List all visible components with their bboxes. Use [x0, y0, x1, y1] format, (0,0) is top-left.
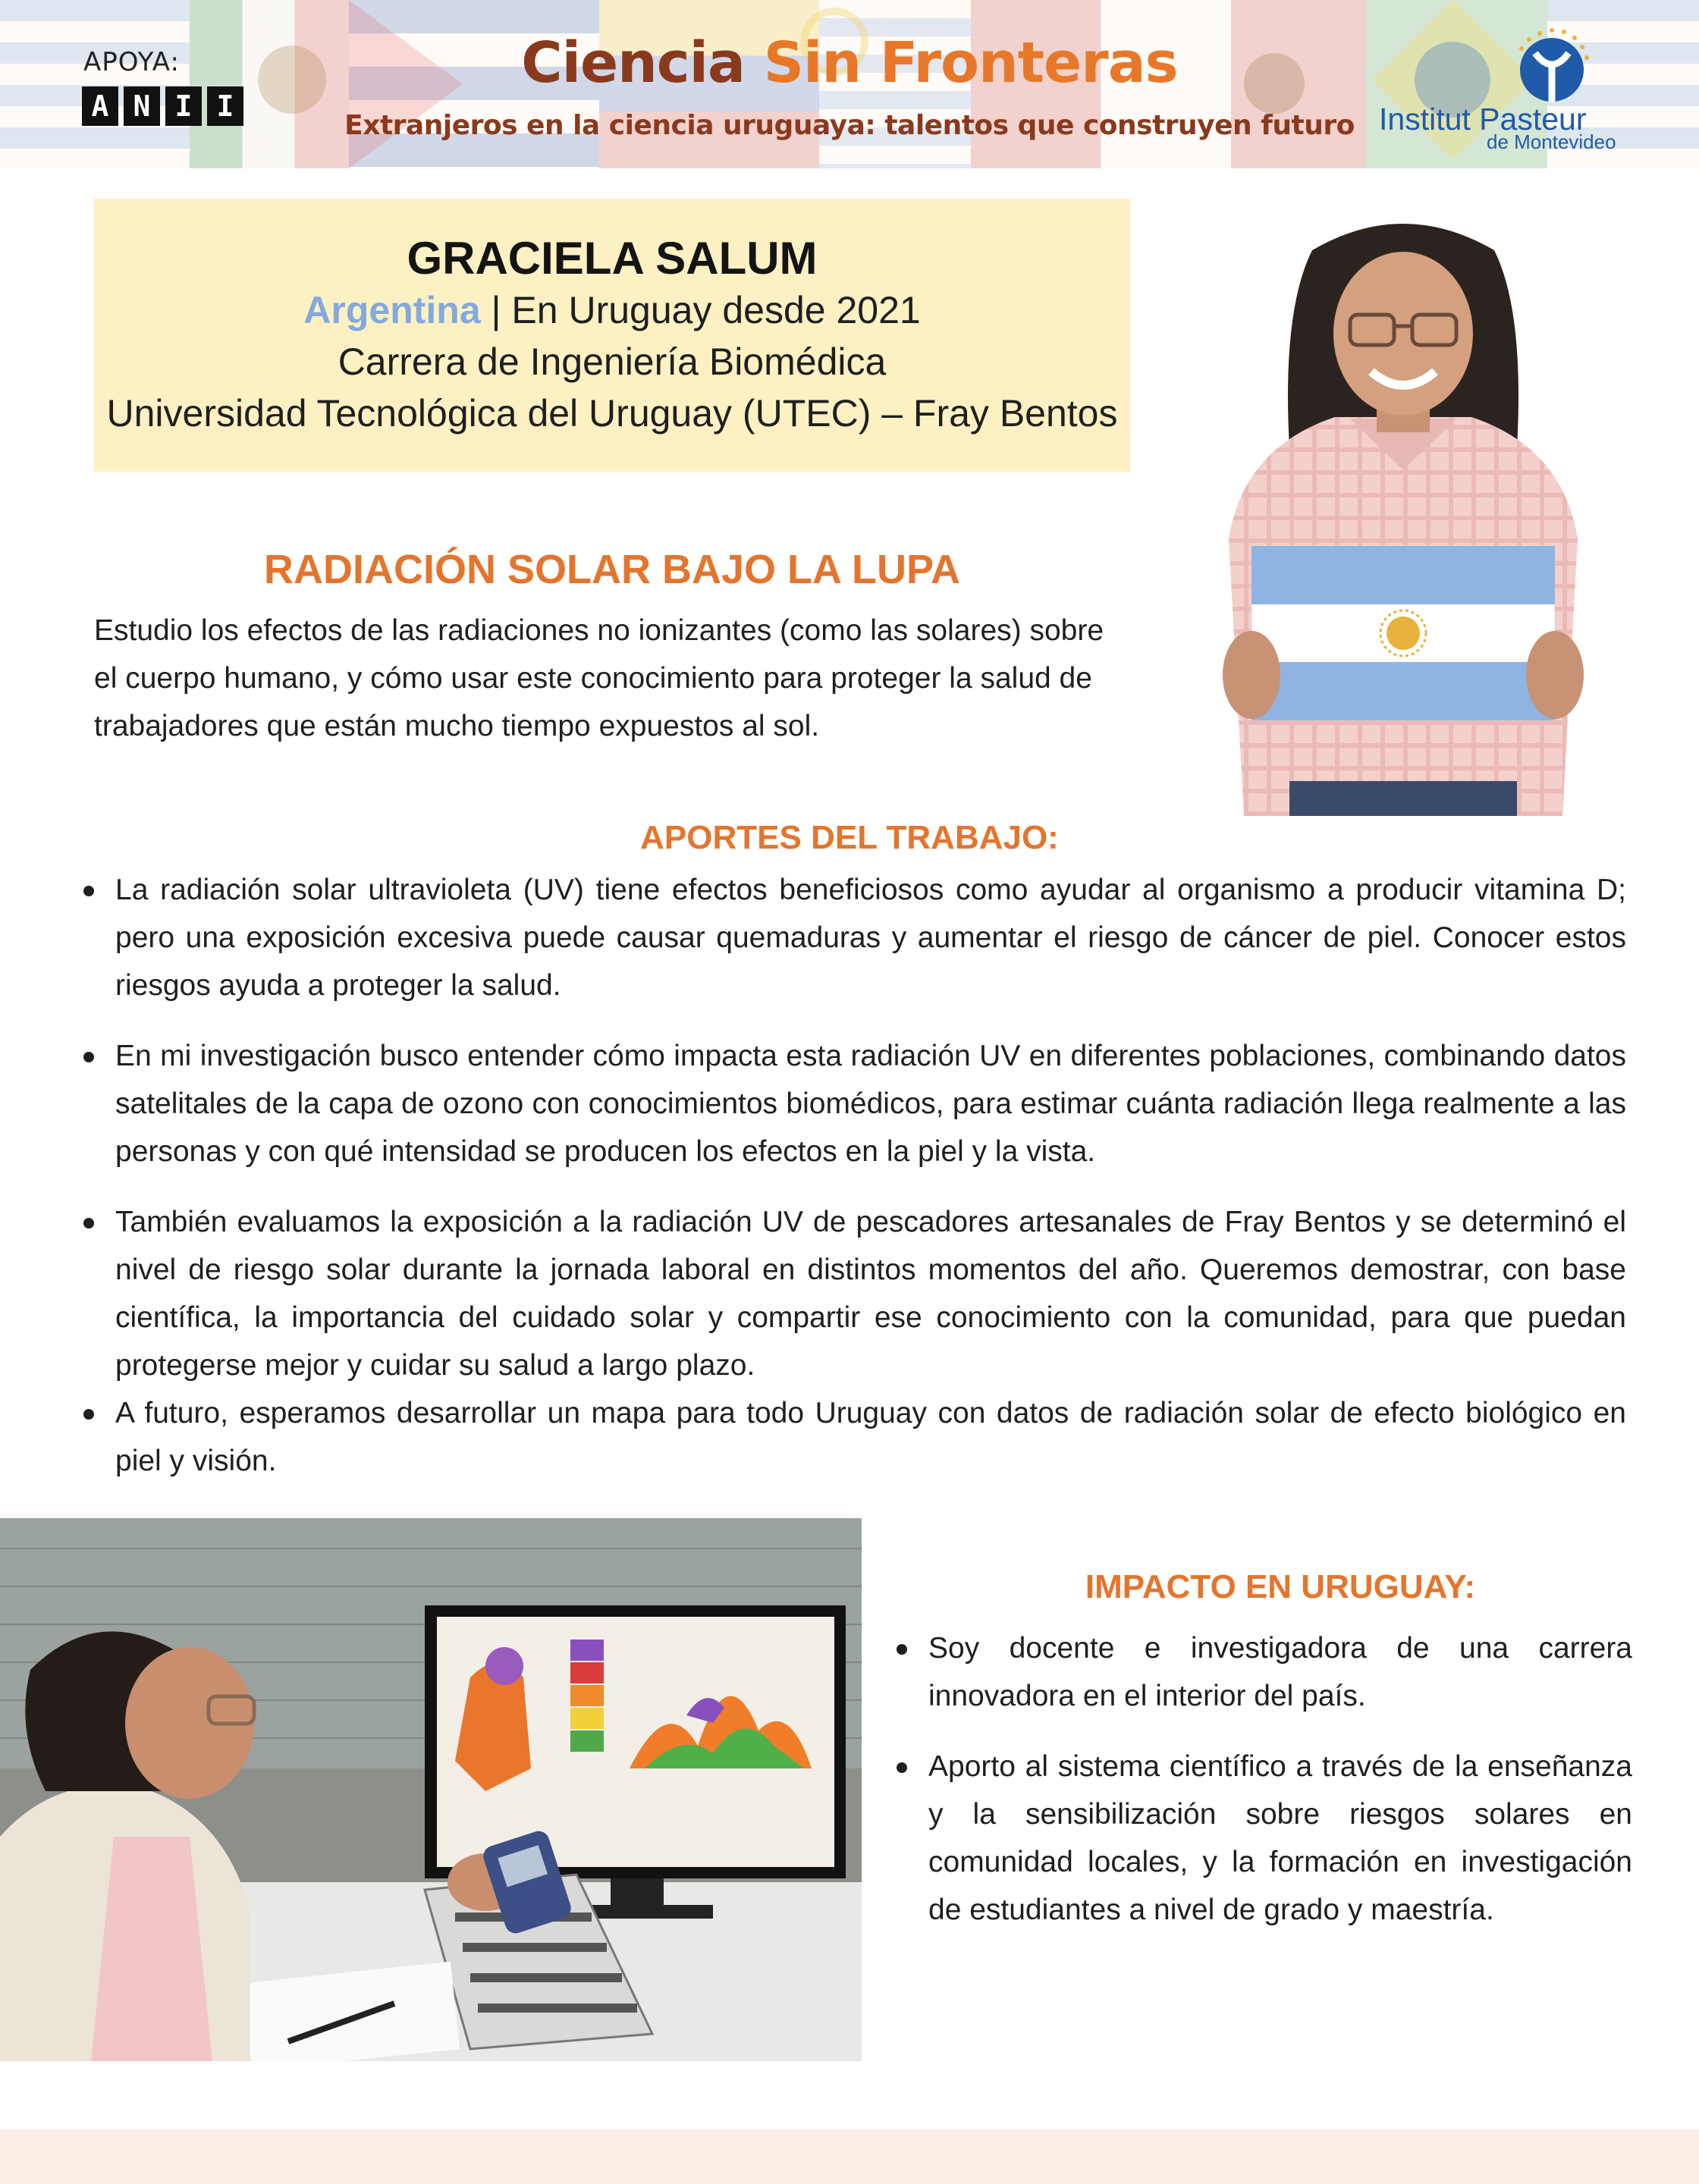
arrival-year: | En Uruguay desde 2021: [480, 289, 921, 331]
researcher-name: GRACIELA SALUM: [407, 233, 818, 284]
title-part-2: Sin Fronteras: [763, 30, 1178, 96]
contributions-list: [83, 866, 1626, 1508]
institute-name: Institut Pasteur: [1379, 102, 1587, 136]
researcher-portrait-photo: [1198, 220, 1608, 816]
list-item: Aporto al sistema científico a través de la enseñanza y la sensibilización sobre riesgos solares en comunidad locales, y la formación en investigación de estudiantes a nivel de grado y maestría.: [897, 1743, 1632, 1934]
contributions-heading: APORTES DEL TRABAJO:: [640, 819, 1059, 856]
header-banner: [0, 0, 1699, 168]
anii-letter: N: [124, 86, 160, 126]
footer-band: [0, 2129, 1699, 2184]
support-label: APOYA:: [83, 47, 180, 77]
anii-letter: A: [82, 86, 118, 126]
anii-letter: I: [207, 86, 243, 126]
list-item: A futuro, esperamos desarrollar un mapa para todo Uruguay con datos de radiación solar de efecto biológico en piel y visión.: [83, 1389, 1626, 1485]
country-name: Argentina: [303, 289, 481, 331]
title-part-1: Ciencia: [521, 30, 745, 96]
research-title: RADIACIÓN SOLAR BAJO LA LUPA: [264, 547, 960, 592]
list-item: Soy docente e investigadora de una carrera innovadora en el interior del país.: [897, 1624, 1632, 1720]
research-summary: Estudio los efectos de las radiaciones no ionizantes (como las solares) sobre el cuerpo humano, y cómo usar este conocimiento para proteger la salud de trabajadores que están mucho tiempo expuestos al sol.: [94, 614, 1104, 742]
impact-heading: IMPACTO EN URUGUAY:: [1085, 1568, 1476, 1605]
institution-name: Universidad Tecnológica del Uruguay (UTEC) – Fray Bentos: [106, 392, 1118, 435]
page-subtitle: Extranjeros en la ciencia uruguaya: talentos que construyen futuro: [344, 110, 1355, 141]
impact-list: [897, 1624, 1632, 1956]
list-item: También evaluamos la exposición a la radiación UV de pescadores artesanales de Fray Bentos y se determinó el nivel de riesgo solar durante la jornada laboral en distintos momentos del año. Queremos demostrar, con base científica, la importancia del cuidado solar y compartir ese conocimiento con la comunidad, para que puedan protegerse mejor y cuidar su salud a largo plazo.: [83, 1198, 1626, 1389]
program-name: Carrera de Ingeniería Biomédica: [338, 340, 887, 383]
list-item: La radiación solar ultravioleta (UV) tiene efectos beneficiosos como ayudar al organismo a producir vitamina D; pero una exposición excesiva puede causar quemaduras y aumentar el riesgo de cáncer de piel. Conocer estos riesgos ayuda a proteger la salud.: [83, 866, 1626, 1009]
anii-letter: I: [165, 86, 202, 126]
origin-line: [94, 284, 1130, 336]
lab-work-photo: [0, 1518, 862, 2061]
list-item: En mi investigación busco entender cómo impacta esta radiación UV en diferentes poblaciones, combinando datos satelitales de la capa de ozono con conocimientos biomédicos, para estimar cuánta radiación llega realmente a las personas y con qué intensidad se producen los efectos en la piel y la vista.: [83, 1032, 1626, 1175]
institute-subname: de Montevideo: [1487, 130, 1616, 153]
profile-card: [94, 199, 1130, 472]
